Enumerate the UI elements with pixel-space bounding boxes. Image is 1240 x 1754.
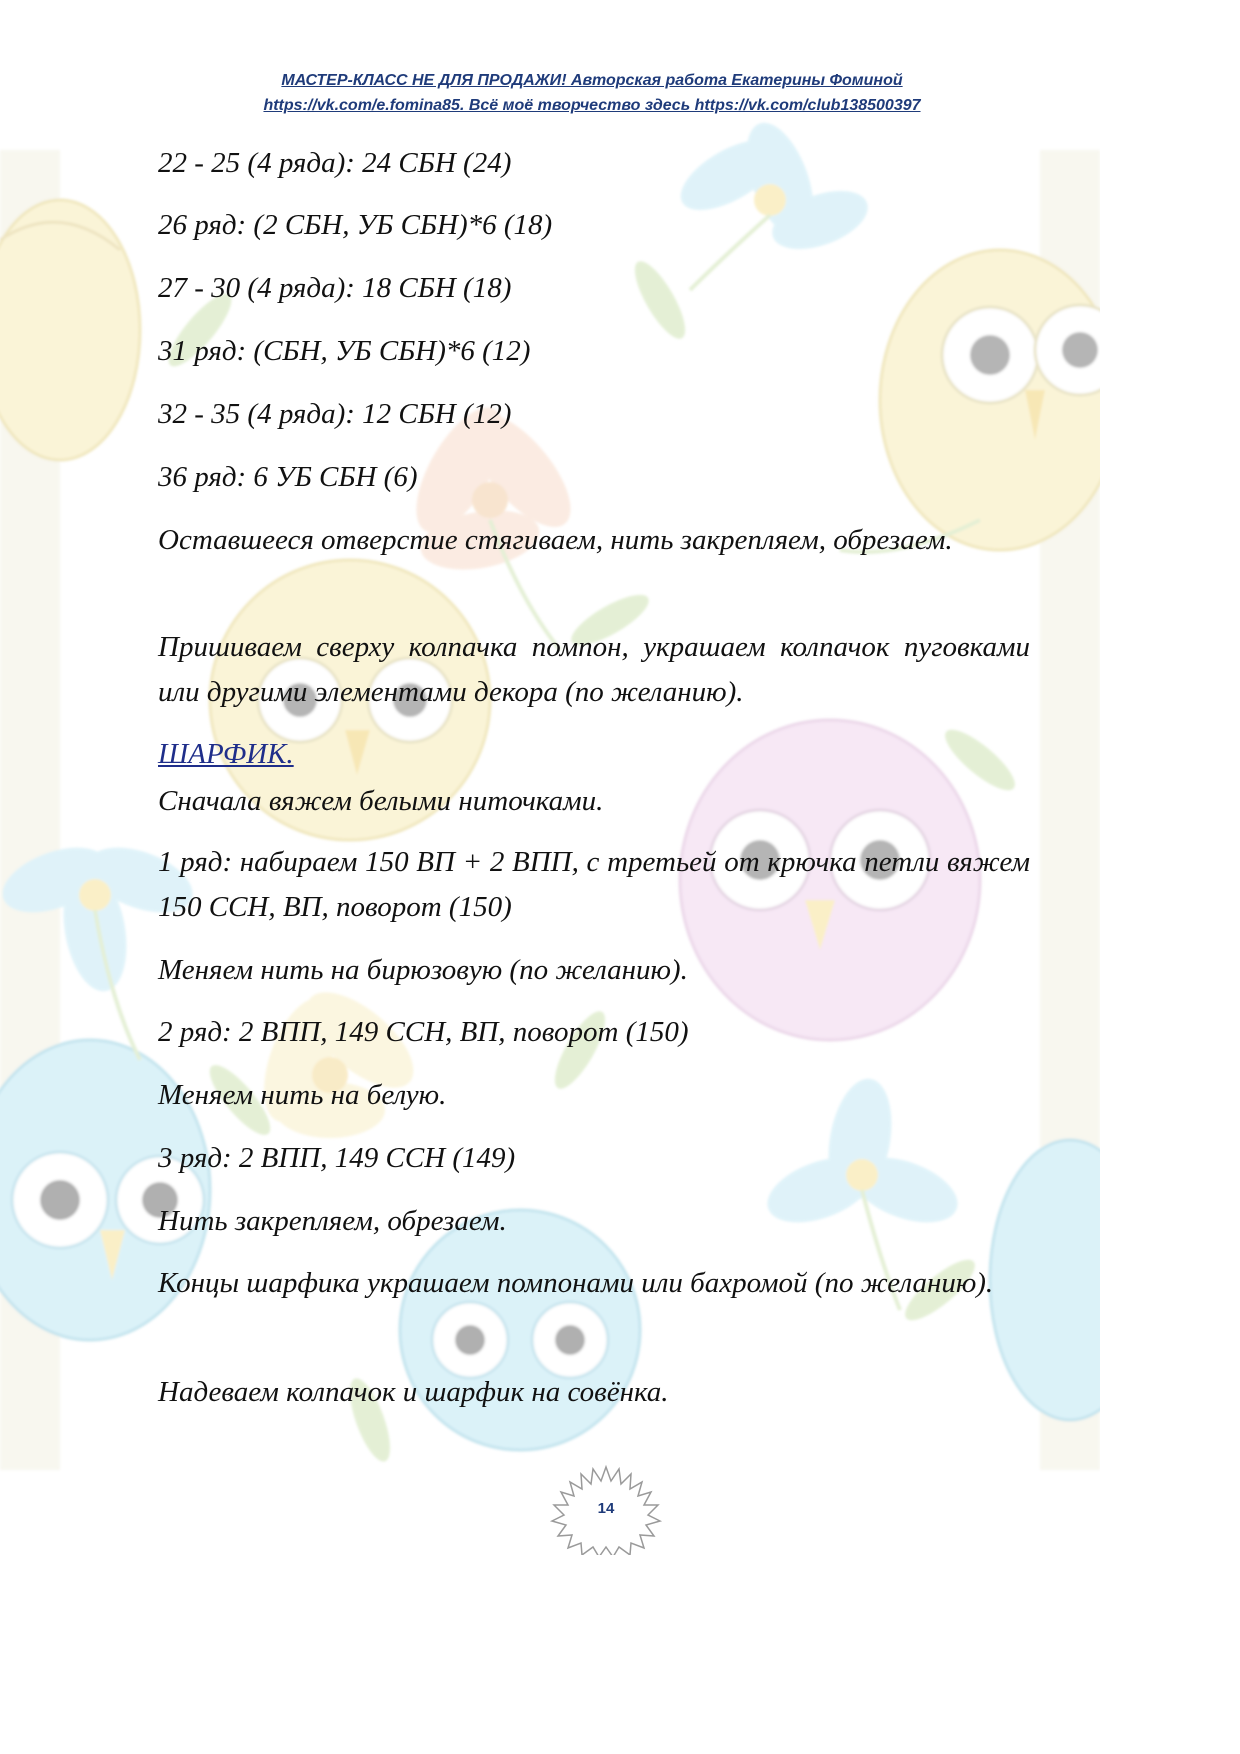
header-line-2[interactable]: https://vk.com/e.fomina85. Всё моё творчество здесь https://vk.com/club138500397 [263, 97, 921, 114]
owl-blue-center-icon [400, 1210, 640, 1450]
blue-flower-top-icon [670, 114, 876, 261]
cream-flower-icon [250, 975, 429, 1138]
change-to-white: Меняем нить на белую. [158, 1079, 447, 1111]
page-number: 14 [597, 1500, 615, 1517]
scarf-row-1: 1 ряд: набираем 150 ВП + 2 ВПП, с третьей от крючка петли вяжем 150 ССН, ВП, поворот (150) [158, 846, 1030, 923]
row-32-35: 32 - 35 (4 ряда): 12 СБН (12) [158, 398, 512, 430]
scarf-row-3: 3 ряд: 2 ВПП, 149 ССН (149) [158, 1142, 516, 1174]
row-31: 31 ряд: (СБН, УБ СБН)*6 (12) [158, 335, 531, 367]
row-22-25: 22 - 25 (4 ряда): 24 СБН (24) [158, 147, 512, 179]
page-number-badge [546, 1463, 666, 1555]
change-to-turquoise: Меняем нить на бирюзовую (по желанию). [158, 954, 688, 986]
scarf-ends-paragraph: Концы шарфика украшаем помпонами или бахромой (по желанию). [158, 1267, 994, 1299]
page-header [0, 68, 1100, 118]
row-26: 26 ряд: (2 СБН, УБ СБН)*6 (18) [158, 209, 553, 241]
close-hole-paragraph: Оставшееся отверстие стягиваем, нить закрепляем, обрезаем. [158, 524, 953, 556]
scarf-intro: Сначала вяжем белыми ниточками. [158, 785, 604, 817]
owl-yellow-right-icon [880, 250, 1100, 550]
fasten-thread: Нить закрепляем, обрезаем. [158, 1205, 507, 1237]
dress-owl: Надеваем колпачок и шарфик на совёнка. [158, 1376, 669, 1408]
header-line-1: МАСТЕР-КЛАСС НЕ ДЛЯ ПРОДАЖИ! Авторская работа Екатерины Фоминой [281, 72, 903, 89]
owl-yellow-left-icon [0, 200, 140, 460]
scarf-row-2: 2 ряд: 2 ВПП, 149 ССН, ВП, поворот (150) [158, 1016, 689, 1048]
blue-flower-right-icon [759, 1074, 967, 1235]
scarf-section-title: ШАРФИК. [158, 738, 294, 770]
decorate-cap-paragraph: Пришиваем сверху колпачка помпон, украшаем колпачок пуговками или другими элементами декора (по желанию). [158, 631, 1030, 708]
row-27-30: 27 - 30 (4 ряда): 18 СБН (18) [158, 272, 512, 304]
row-36: 36 ряд: 6 УБ СБН (6) [158, 461, 418, 493]
